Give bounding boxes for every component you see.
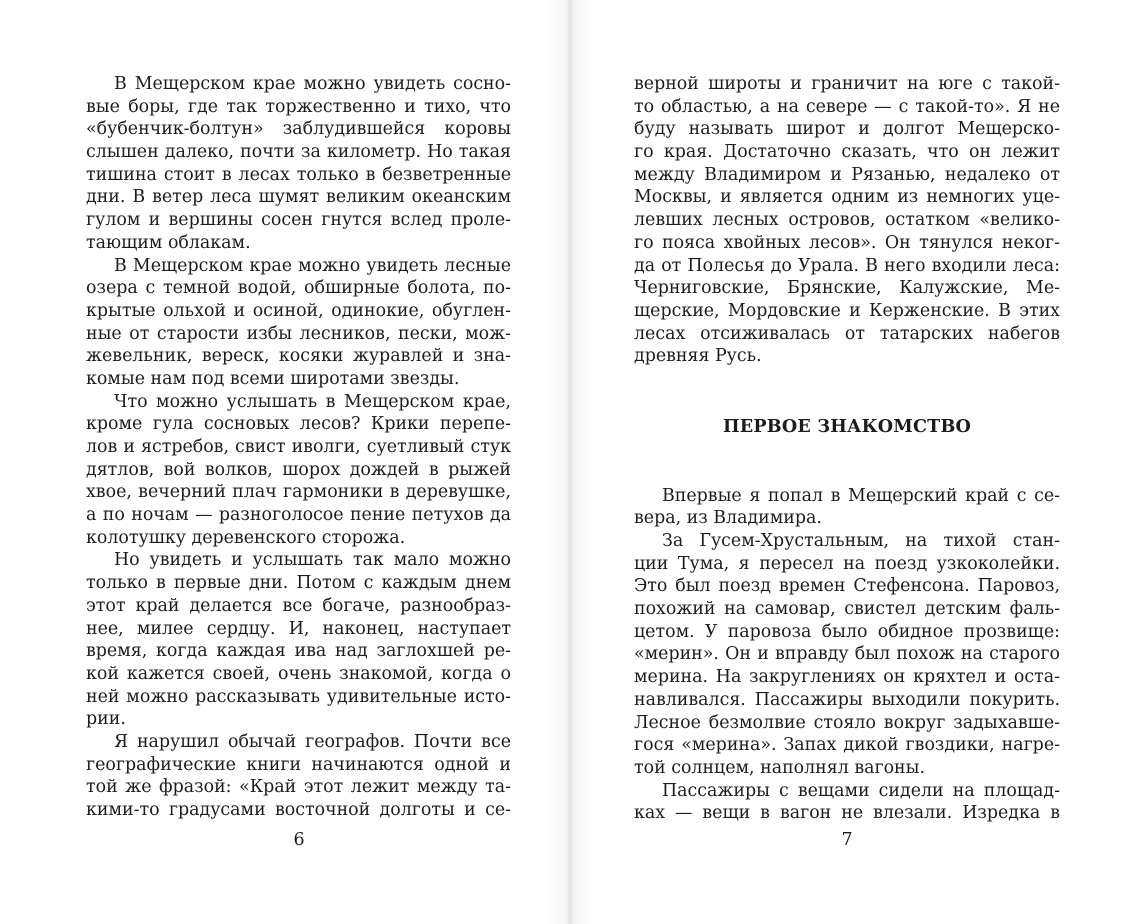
text-line: только в первые дни. Потом с каждым днем <box>86 573 511 594</box>
right-page <box>570 0 1140 924</box>
text-line: дятлов, вой волков, шорох дождей в рыжей <box>86 459 511 480</box>
text-line: левших лесных островов, остатком «велико- <box>634 210 1060 231</box>
text-line: дни. В ветер леса шумят великим океанским <box>86 187 511 208</box>
text-line: то областью, а на севере — с такой-то». Я не <box>634 96 1060 117</box>
right-page-text <box>634 73 1060 825</box>
text-line: комые нам под всеми широтами звезды. <box>86 368 460 389</box>
text-line: кими-то градусами восточной долготы и се- <box>86 800 511 820</box>
text-line: а по ночам — разноголосое пение петухов да <box>86 505 511 526</box>
text-line: В Мещерском крае можно увидеть лесные <box>114 255 511 276</box>
text-line: время, когда каждая ива над заглохшей ре- <box>86 641 511 662</box>
text-line: нее, милее сердцу. И, наконец, наступает <box>86 618 511 639</box>
text-line: «бубенчик-болтун» заблудившейся коровы <box>86 119 511 140</box>
text-line: между Владимиром и Рязанью, недалеко от <box>634 164 1060 185</box>
left-page-number: 6 <box>293 830 305 850</box>
right-page-number: 7 <box>841 830 853 850</box>
text-line: мерина. На закруглениях он кряхтел и оста- <box>634 667 1060 688</box>
text-line: гулом и вершины сосен гнутся вслед проле- <box>86 210 511 231</box>
text-line: кой кажется своей, очень знакомой, когда о <box>86 663 511 684</box>
text-line: Впервые я попал в Мещерский край с се- <box>662 485 1060 506</box>
text-line: озера с темной водой, обширные болота, по- <box>86 278 511 299</box>
text-line: буду называть широт и долгот Мещерско- <box>634 119 1060 140</box>
text-line: В Мещерском крае можно увидеть сосно- <box>114 74 511 94</box>
text-line: навливался. Пассажиры выходили покурить. <box>634 689 1060 710</box>
text-line: гося «мерина». Запах дикой гвоздики, нагре- <box>634 735 1060 756</box>
chapter-heading: ПЕРВОЕ ЗНАКОМСТВО <box>722 415 972 437</box>
right-page-lines-after-heading <box>634 485 1060 825</box>
text-line: цетом. У паровоза было обидное прозвище: <box>634 621 1060 642</box>
text-line: тишина стоит в лесах только в безветренные <box>86 164 511 185</box>
text-line: Это был поезд времен Стефенсона. Паровоз, <box>634 576 1060 597</box>
text-line: хвое, вечерний плач гармоники в деревушке, <box>86 482 511 503</box>
text-line: «мерин». Он и вправду был похож на старого <box>634 644 1060 665</box>
text-line: колотушку деревенского сторожа. <box>86 527 406 548</box>
text-line: щерские, Мордовские и Керженские. В этих <box>634 300 1060 321</box>
text-line: Черниговские, Брянские, Калужские, Ме- <box>634 278 1060 299</box>
text-line: слышен далеко, почти за километр. Но такая <box>86 142 511 163</box>
text-line: верной широты и граничит на юге с такой- <box>634 74 1060 94</box>
text-line: Москвы, и является одним из немногих уце- <box>634 187 1060 208</box>
text-line: жевельник, вереск, косяки журавлей и зна- <box>86 346 511 367</box>
heading-space-before <box>634 368 1060 416</box>
text-line: ках — вещи в вагон не влезали. Изредка в <box>634 803 1060 824</box>
text-line: ные от старости избы лесников, пески, мож- <box>86 323 511 344</box>
text-line: этот край делается все богаче, разнообраз- <box>86 595 511 616</box>
text-line: Я нарушил обычай географов. Почти все <box>114 731 511 752</box>
text-line: Что можно услышать в Мещерском крае, <box>114 391 511 412</box>
text-line: вера, из Владимира. <box>634 508 822 529</box>
text-line: вые боры, где так торжественно и тихо, что <box>86 96 511 117</box>
text-line: тающим облакам. <box>86 232 251 253</box>
text-line: го края. Достаточно сказать, что он лежит <box>634 142 1060 163</box>
text-line: кроме гула сосновых лесов? Крики перепе- <box>86 414 511 435</box>
text-line: Но увидеть и услышать так мало можно <box>114 550 511 571</box>
text-line: Пассажиры с вещами сидели на площад- <box>662 780 1060 801</box>
text-line: похожий на самовар, свистел детским фаль- <box>634 599 1060 620</box>
text-line: го пояса хвойных лесов». Он тянулся неког- <box>634 232 1060 253</box>
text-line: той же фразой: «Край этот лежит между та- <box>86 777 511 798</box>
text-line: крытые ольхой и осиной, одинокие, обуглен- <box>86 300 511 321</box>
text-line: ции Тума, я пересел на поезд узкоколейки. <box>634 553 1060 574</box>
text-line: да от Полесья до Урала. В него входили леса: <box>634 255 1060 276</box>
text-line: лов и ястребов, свист иволги, суетливый стук <box>86 437 511 457</box>
right-page-lines-before-heading <box>634 73 1060 368</box>
text-line: древняя Русь. <box>634 346 762 367</box>
text-line: географические книги начинаются одной и <box>86 754 511 775</box>
left-page-text <box>86 73 511 822</box>
text-line: ней можно рассказывать удивительные исто- <box>86 686 511 707</box>
text-line: Лесное безмолвие стояло вокруг задыхавше- <box>634 712 1060 733</box>
text-line: лесах отсиживалась от татарских набегов <box>634 323 1060 344</box>
text-line: За Гусем-Хрустальным, на тихой стан- <box>662 531 1060 551</box>
heading-space-after <box>634 439 1060 485</box>
text-line: той солнцем, наполнял вагоны. <box>634 757 926 778</box>
text-line: рии. <box>86 709 126 730</box>
